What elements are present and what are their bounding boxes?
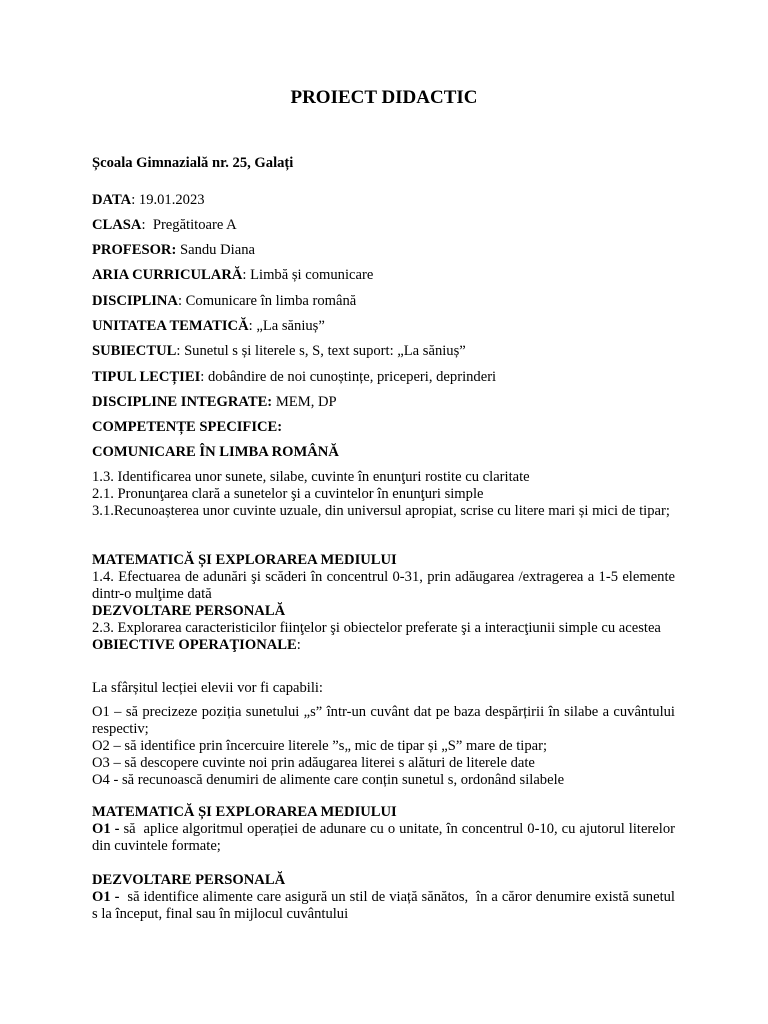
field-label: TIPUL LECȚIEI: [92, 369, 201, 385]
section-heading-comunicare: COMUNICARE ÎN LIMBA ROMÂNĂ: [92, 444, 339, 460]
field-tipul-lectiei: TIPUL LECȚIEI: dobândire de noi cunoștințe, priceperi, deprinderi: [92, 369, 497, 385]
field-label: DATA: [92, 192, 132, 208]
field-value: Pregătitoare A: [152, 217, 237, 233]
field-discipline-integrate: [92, 394, 675, 411]
section-heading-dp: DEZVOLTARE PERSONALĂ: [92, 603, 286, 619]
section-heading-obiective: OBIECTIVE OPERAŢIONALE:: [92, 637, 301, 653]
field-label: UNITATEA TEMATICĂ: [92, 318, 249, 334]
field-label: PROFESOR:: [92, 242, 177, 258]
field-disciplina: DISCIPLINA: Comunicare în limba română: [92, 293, 357, 309]
list-item: 1.3. Identificarea unor sunete, silabe, cuvinte în enunţuri rostite cu claritate: [92, 469, 530, 485]
field-label: SUBIECTUL: [92, 343, 177, 359]
list-item: O2 – să identifice prin încercuire literele ”s„ mic de tipar și „S” mare de tipar;: [92, 738, 548, 754]
field-label: CLASA: [92, 217, 142, 233]
page-title: PROIECT DIDACTIC: [290, 87, 478, 108]
field-profesor: [92, 242, 675, 259]
list-item: 1.4. Efectuarea de adunări şi scăderi în concentrul 0-31, prin adăugarea /extragerea a 1-5 elemente dintr-o mulţime dată: [92, 569, 675, 602]
list-item: 3.1.Recunoașterea unor cuvinte uzuale, din universul apropiat, scrise cu litere mari și mici de tipar;: [92, 503, 670, 519]
section-heading-mem: MATEMATICĂ ȘI EXPLORAREA MEDIULUI: [92, 552, 397, 568]
field-value: Sunetul s și literele s, S, text suport: „La săniuș”: [184, 343, 466, 359]
field-label: DISCIPLINE INTEGRATE:: [92, 394, 273, 410]
field-label: ARIA CURRICULARĂ: [92, 267, 243, 283]
section-heading-dp-obiective: DEZVOLTARE PERSONALĂ: [92, 872, 286, 888]
field-value: 19.01.2023: [138, 192, 205, 208]
field-clasa: CLASA: Pregătitoare A: [92, 217, 237, 233]
field-aria-curriculara: ARIA CURRICULARĂ: Limbă și comunicare: [92, 267, 374, 283]
objective-text: O1 - să identifice alimente care asigură un stil de viață sănătos, în a căror denumire există sunetul s la început, final sau în mijlocul cuvântului: [92, 889, 679, 922]
field-value: dobândire de noi cunoștințe, priceperi, deprinderi: [207, 369, 497, 385]
field-value: Sandu Diana: [179, 242, 255, 258]
list-item: O1 – să precizeze poziția sunetului „s” într-un cuvânt dat pe baza despărțirii în silabe a cuvântului respectiv;: [92, 704, 675, 737]
objective-code: O1 -: [92, 821, 120, 837]
mem-objective: [92, 804, 679, 855]
field-value: Comunicare în limba română: [185, 293, 357, 309]
section-heading-mem-obiective: MATEMATICĂ ȘI EXPLORAREA MEDIULUI: [92, 804, 397, 820]
comunicare-list: [92, 469, 675, 520]
obiective-list: [92, 704, 675, 789]
school-name: Școala Gimnazială nr. 25, Galați: [92, 155, 294, 171]
field-value: „La săniuș”: [256, 318, 325, 334]
field-subiectul: SUBIECTUL: Sunetul s și literele s, S, text suport: „La săniuș”: [92, 343, 466, 359]
dp-objective: [92, 872, 679, 923]
mem-competente: [92, 552, 675, 654]
field-unitatea-tematica: UNITATEA TEMATICĂ: „La săniuș”: [92, 318, 325, 334]
field-label: DISCIPLINA: [92, 293, 178, 309]
objective-code: O1 -: [92, 889, 120, 905]
list-item: O4 - să recunoască denumiri de alimente care conțin sunetul s, ordonând silabele: [92, 772, 565, 788]
objective-text: O1 - să aplice algoritmul operației de adunare cu o unitate, în concentrul 0-10, cu ajutorul literelor din cuvintele formate;: [92, 821, 679, 854]
list-item: 2.3. Explorarea caracteristicilor fiinţelor şi obiectelor preferate şi a interacţiunii simple cu acestea: [92, 620, 661, 636]
obiective-intro: La sfârșitul lecției elevii vor fi capabili:: [92, 680, 323, 696]
list-item: O3 – să descopere cuvinte noi prin adăugarea literei s alături de literele date: [92, 755, 535, 771]
field-value: MEM, DP: [275, 394, 337, 410]
section-heading-competente: COMPETENȚE SPECIFICE:: [92, 419, 283, 435]
list-item: 2.1. Pronunţarea clară a sunetelor şi a cuvintelor în enunţuri simple: [92, 486, 484, 502]
field-data: DATA: 19.01.2023: [92, 192, 205, 208]
field-value: Limbă și comunicare: [250, 267, 374, 283]
